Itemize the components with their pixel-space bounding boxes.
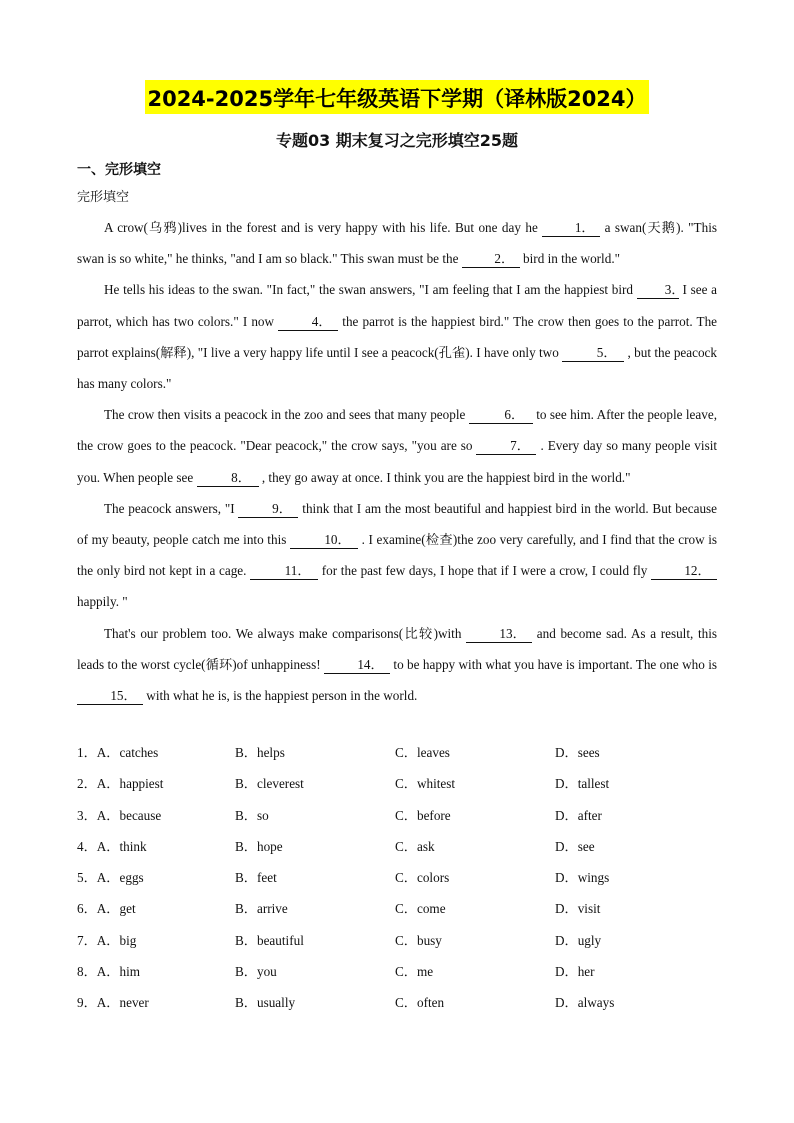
blank-5: 5． [562,345,624,362]
passage-paragraph-2 [77,274,717,399]
passage-text: . I examine(检查)the zoo very carefully, and I find that the crow is the only bird not kept in a cage. [77,532,718,579]
option-a [77,867,144,886]
option-text: A．big [96,932,137,948]
passage-text: the parrot is the happiest bird." The crow then goes to the parrot. The parrot explains(解释), "I live a very happy life until I see a peacock(孔雀). I have only two [77,313,718,360]
option-c [395,773,455,792]
option-text: C．come [395,901,446,917]
passage-text: The peacock answers, "I [104,500,235,516]
blank-4: 4． [278,314,338,331]
title-wrapper [0,80,794,114]
option-text: D．sees [555,745,600,760]
option-text: B．arrive [235,901,288,917]
option-b [235,930,304,949]
passage-text: I see a parrot, which has two colors." I now [77,282,718,329]
section-heading: 一、完形填空 [77,162,161,178]
passage-text: The crow then visits a peacock in the zoo and sees that many people [104,407,466,423]
option-text: C．before [395,807,451,823]
passage-text: with what he is, is the happiest person in the world. [146,688,418,704]
option-a [77,773,163,792]
question-number: 3． [77,807,97,823]
passage-text: , they go away at once. I think you are the happiest bird in the world." [261,469,631,485]
option-text: A．get [96,901,136,917]
cloze-passage [77,212,717,711]
blank-7: 7． [476,438,536,455]
option-c [395,836,435,855]
option-a [77,742,158,761]
question-number: 5． [77,870,97,886]
option-text: C．whitest [395,776,456,792]
blank-12: 12． [651,563,717,580]
question-number: 9． [77,995,97,1011]
option-c [395,961,433,980]
option-text: C．colors [395,870,450,886]
blank-8: 8． [197,470,259,487]
option-a [77,961,140,980]
blank-6: 6． [469,407,533,424]
passage-text: a swan(天鹅). "This swan is so white," he thinks, "and I am so black." This swan must be the [77,220,717,267]
option-text: B．helps [235,745,285,760]
passage-text: He tells his ideas to the swan. "In fact," the swan answers, "I am feeling that I am the happiest bird [104,282,633,298]
option-text: B．feet [235,870,277,886]
option-text: D．tallest [555,776,610,792]
option-text: A．never [96,995,149,1011]
option-d [555,898,600,917]
option-a [77,836,147,855]
passage-text: A crow(乌鸦)lives in the forest and is very happy with his life. But one day he [104,220,538,235]
blank-3: 3． [637,282,679,299]
option-text: C．ask [395,838,435,854]
passage-text: happily. " [77,594,128,610]
option-a [77,805,161,824]
blank-13: 13． [466,626,532,643]
option-c [395,867,449,886]
option-text: A．catches [96,745,159,760]
passage-text: bird in the world." [523,251,620,267]
option-text: B．usually [235,995,296,1011]
option-text: D．wings [555,870,610,886]
option-c [395,898,446,917]
passage-text: to be happy with what you have is important. The one who is [393,656,718,672]
option-text: C．often [395,995,445,1011]
question-row [77,773,717,804]
question-number: 6． [77,901,97,917]
passage-text: think that I am the most beautiful and happiest bird in the world. But because of my beauty, people catch me into this [77,500,718,548]
question-number: 8． [77,964,97,980]
question-row [77,805,717,836]
question-row [77,898,717,929]
answer-options-list [77,742,717,1024]
question-row [77,836,717,867]
option-b [235,742,285,761]
question-row [77,742,717,773]
question-number: 7． [77,932,97,948]
option-d [555,867,609,886]
option-text: D．after [555,807,602,823]
option-b [235,992,295,1011]
option-a [77,898,136,917]
option-text: A．because [96,807,162,823]
option-text: D．always [555,995,615,1011]
option-c [395,805,451,824]
page-title: 2024-2025学年七年级英语下学期（译林版2024） [145,80,648,114]
question-row [77,992,717,1023]
option-a [77,992,149,1011]
option-c [395,992,444,1011]
option-text: A．eggs [96,870,144,886]
section-subheading: 完形填空 [77,190,130,205]
blank-11: 11． [250,563,318,580]
option-a [77,930,136,949]
passage-paragraph-3 [77,399,717,493]
blank-10: 10． [290,532,358,549]
option-text: A．happiest [96,776,164,792]
option-d [555,992,614,1011]
option-text: B．hope [235,838,283,854]
option-text: B．so [235,807,269,823]
option-text: B．cleverest [235,776,304,792]
option-text: D．see [555,838,595,854]
option-text: B．beautiful [235,932,304,948]
option-b [235,773,304,792]
option-text: C．leaves [395,745,450,760]
option-b [235,805,269,824]
option-d [555,836,595,855]
page-subtitle: 专题03 期末复习之完形填空25题 [275,131,519,150]
option-d [555,773,609,792]
option-b [235,961,277,980]
blank-15: 15． [77,688,143,705]
option-c [395,930,442,949]
blank-2: 2． [462,251,520,268]
option-d [555,930,601,949]
option-text: D．her [555,964,595,980]
option-b [235,867,277,886]
option-text: C．me [395,964,434,980]
passage-paragraph-4 [77,493,717,618]
option-text: A．think [96,838,147,854]
option-b [235,898,288,917]
blank-1: 1． [542,220,600,237]
blank-14: 14． [324,657,390,674]
passage-paragraph-1 [77,212,717,274]
option-text: D．visit [555,901,601,917]
question-number: 4． [77,838,97,854]
option-text: D．ugly [555,932,602,948]
question-row [77,867,717,898]
passage-text: for the past few days, I hope that if I were a crow, I could fly [321,563,648,579]
passage-text: That's our problem too. We always make comparisons(比较)with [104,625,462,641]
question-row [77,961,717,992]
option-text: A．him [96,964,141,980]
passage-text: and become sad. As a result, this leads to the worst cycle(循环)of unhappiness! [77,625,718,672]
option-d [555,961,595,980]
passage-text: . Every day so many people visit you. When people see [77,438,718,485]
option-d [555,805,602,824]
blank-9: 9． [238,501,298,518]
option-text: B．you [235,964,277,980]
passage-text: , but the peacock has many colors." [77,344,718,392]
option-b [235,836,283,855]
option-text: C．busy [395,932,442,948]
passage-paragraph-5 [77,618,717,712]
question-number: 2． [77,776,97,792]
option-d [555,742,600,761]
option-c [395,742,450,761]
passage-text: to see him. After the people leave, the crow goes to the peacock. "Dear peacock," the crow says, "you are so [77,407,717,454]
question-number: 1． [77,745,97,760]
question-row [77,930,717,961]
